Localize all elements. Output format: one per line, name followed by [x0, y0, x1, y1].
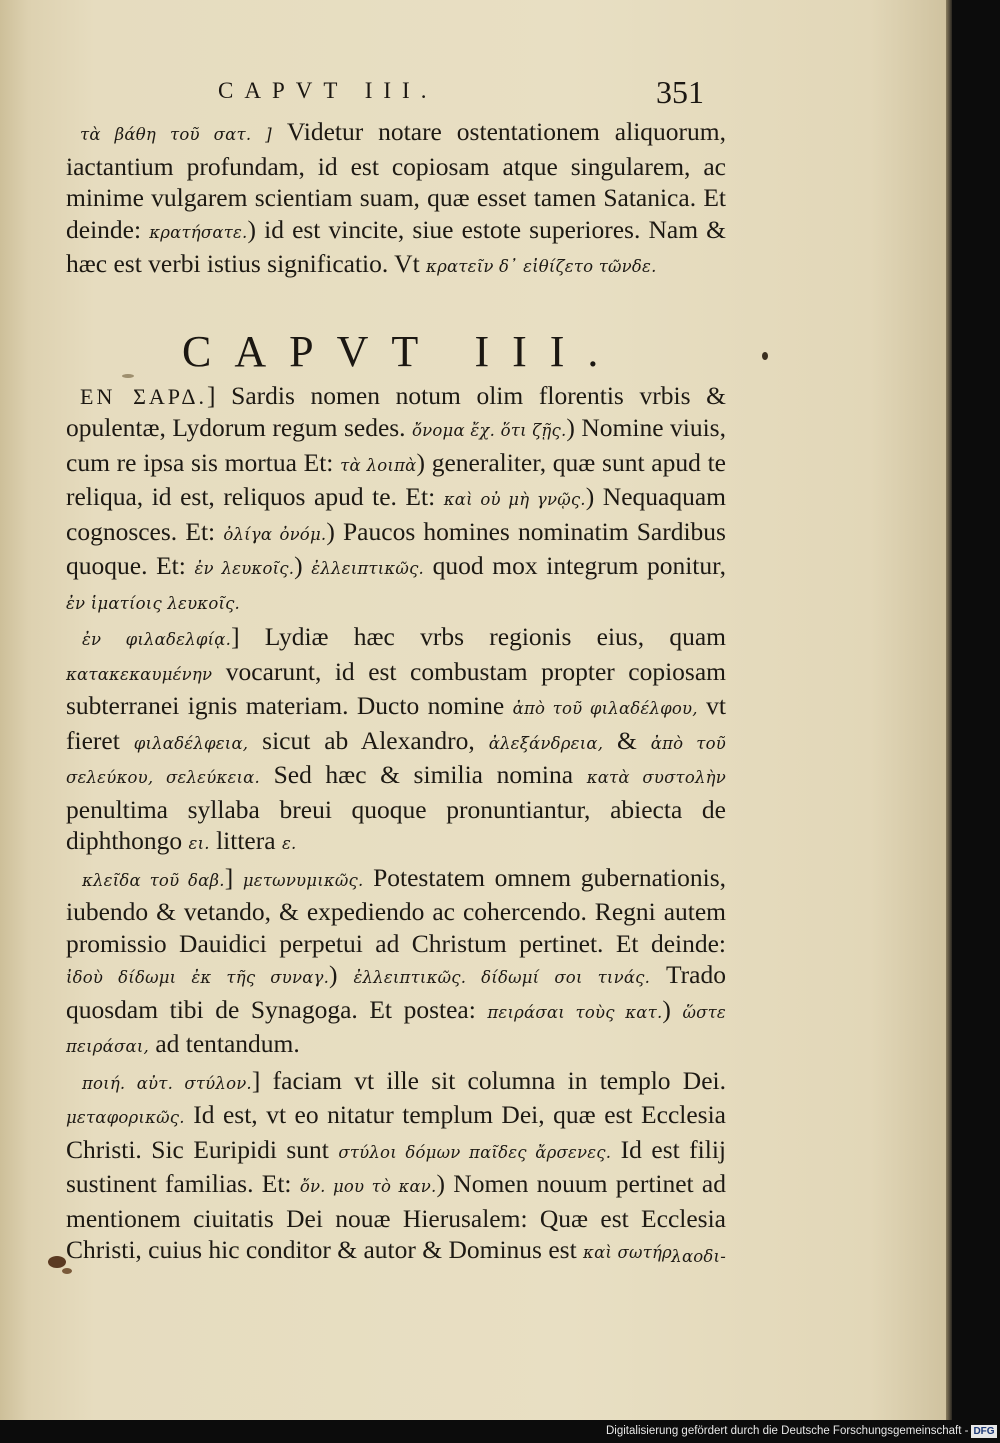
page-number: 351	[656, 74, 704, 110]
greek-lemma: τὰ βάθη τοῦ σατ. ]	[80, 125, 272, 144]
dfg-logo: DFG	[973, 1426, 995, 1437]
paragraph-key-of-david: κλεῖδα τοῦ δαβ.] μετωνυμικῶς. Potestatem omnem gubernationis, iubendo & vetando, & expediendo ac cohercendo. Regni autem promissio Dauidici perpetui ad Christum pertinet. Et deinde: ἰδοὺ δίδωμι ἐκ τῆς συναγ.) ἐλλειπτικῶς. δίδωμί σοι τινάς. Trado quosdam tibi de Synagoga. Et postea: πειράσαι τοὺς κατ.) ὥστε πειράσαι, ad tentandum.	[66, 862, 726, 1058]
intro-paragraph: τὰ βάθη τοῦ σατ. ] Videtur notare ostentationem aliquorum, iactantium profundam, id est copiosam atque singularem, ac minime vulgarem scientiam suam, quæ esset tamen Satanica. Et deinde: κρατήσατε.) id est vincite, siue estote superiores. Nam & hæc est verbi istius significatio. Vt κρατεῖν δ᾽ εἰθίζετο τῶνδε.	[66, 117, 726, 278]
page-header	[0, 74, 946, 114]
ink-stain	[762, 352, 768, 360]
paragraph-column: ποιή. αὐτ. στύλον.] faciam vt ille sit columna in templo Dei. μεταφορικῶς. Id est, vt eo nitatur templum Dei, quæ est Ecclesia Christi. Sic Euripidi sunt στύλοι δόμων παῖδες ἄρσενες. Id est filij sustinent familias. Et: ὄν. μου τὸ καν.) Nomen nouum pertinet ad mentionem ciuitatis Dei nouæ Hierusalem: Quæ est Ecclesia Christi, cuius hic conditor & autor & Dominus est καὶ σωτήρ.	[66, 1065, 727, 1264]
catchword: λαοδι-	[671, 1246, 726, 1266]
body-text	[66, 116, 726, 1272]
paragraph-sardis: EN ΣΑΡΔ.] Sardis nomen notum olim florentis vrbis & opulentæ, Lydorum regum sedes. ὄνομα ἔχ. ὅτι ζῇς.) Nomine viuis, cum re ipsa sis mortua Et: τὰ λοιπὰ) generaliter, quæ sunt apud te reliqua, id est, reliquos apud te. Et: καὶ οὐ μὴ γνῷς.) Nequaquam cognosces. Et: ὀλίγα ὀνόμ.) Paucos homines nominatim Sardibus quoque. Et: ἐν λευκοῖς.) ἐλλειπτικῶς. quod mox integrum ponitur, ἐν ἱματίοις λευκοῖς.	[66, 380, 727, 613]
ink-stain	[48, 1256, 66, 1268]
running-head: CAPVT III.	[218, 78, 438, 103]
page-edge	[946, 0, 952, 1420]
paragraph-philadelphia: ἐν φιλαδελφίᾳ.] Lydiæ hæc vrbs regionis eius, quam κατακεκαυμένην vocarunt, id est combustam propter copiosam subterranei ignis materiam. Ducto nomine ἀπὸ τοῦ φιλαδέλφου, vt fieret φιλαδέλφεια, sicut ab Alexandro, ἀλεξάνδρεια, & ἀπὸ τοῦ σελεύκου, σελεύκεια. Sed hæc & similia nomina κατὰ συστολὴν penultima syllaba breui quoque pronuntiantur, abiecta de diphthongo ει. littera ε.	[66, 622, 726, 855]
chapter-spacer	[66, 283, 726, 380]
lemma: EN ΣΑΡΔ.	[80, 383, 207, 409]
chapter-title: CAPVT III.	[182, 327, 622, 376]
digitization-footer	[606, 1425, 997, 1441]
funding-notice: Digitalisierung gefördert durch die Deutsche Forschungsgemeinschaft -	[606, 1425, 969, 1437]
